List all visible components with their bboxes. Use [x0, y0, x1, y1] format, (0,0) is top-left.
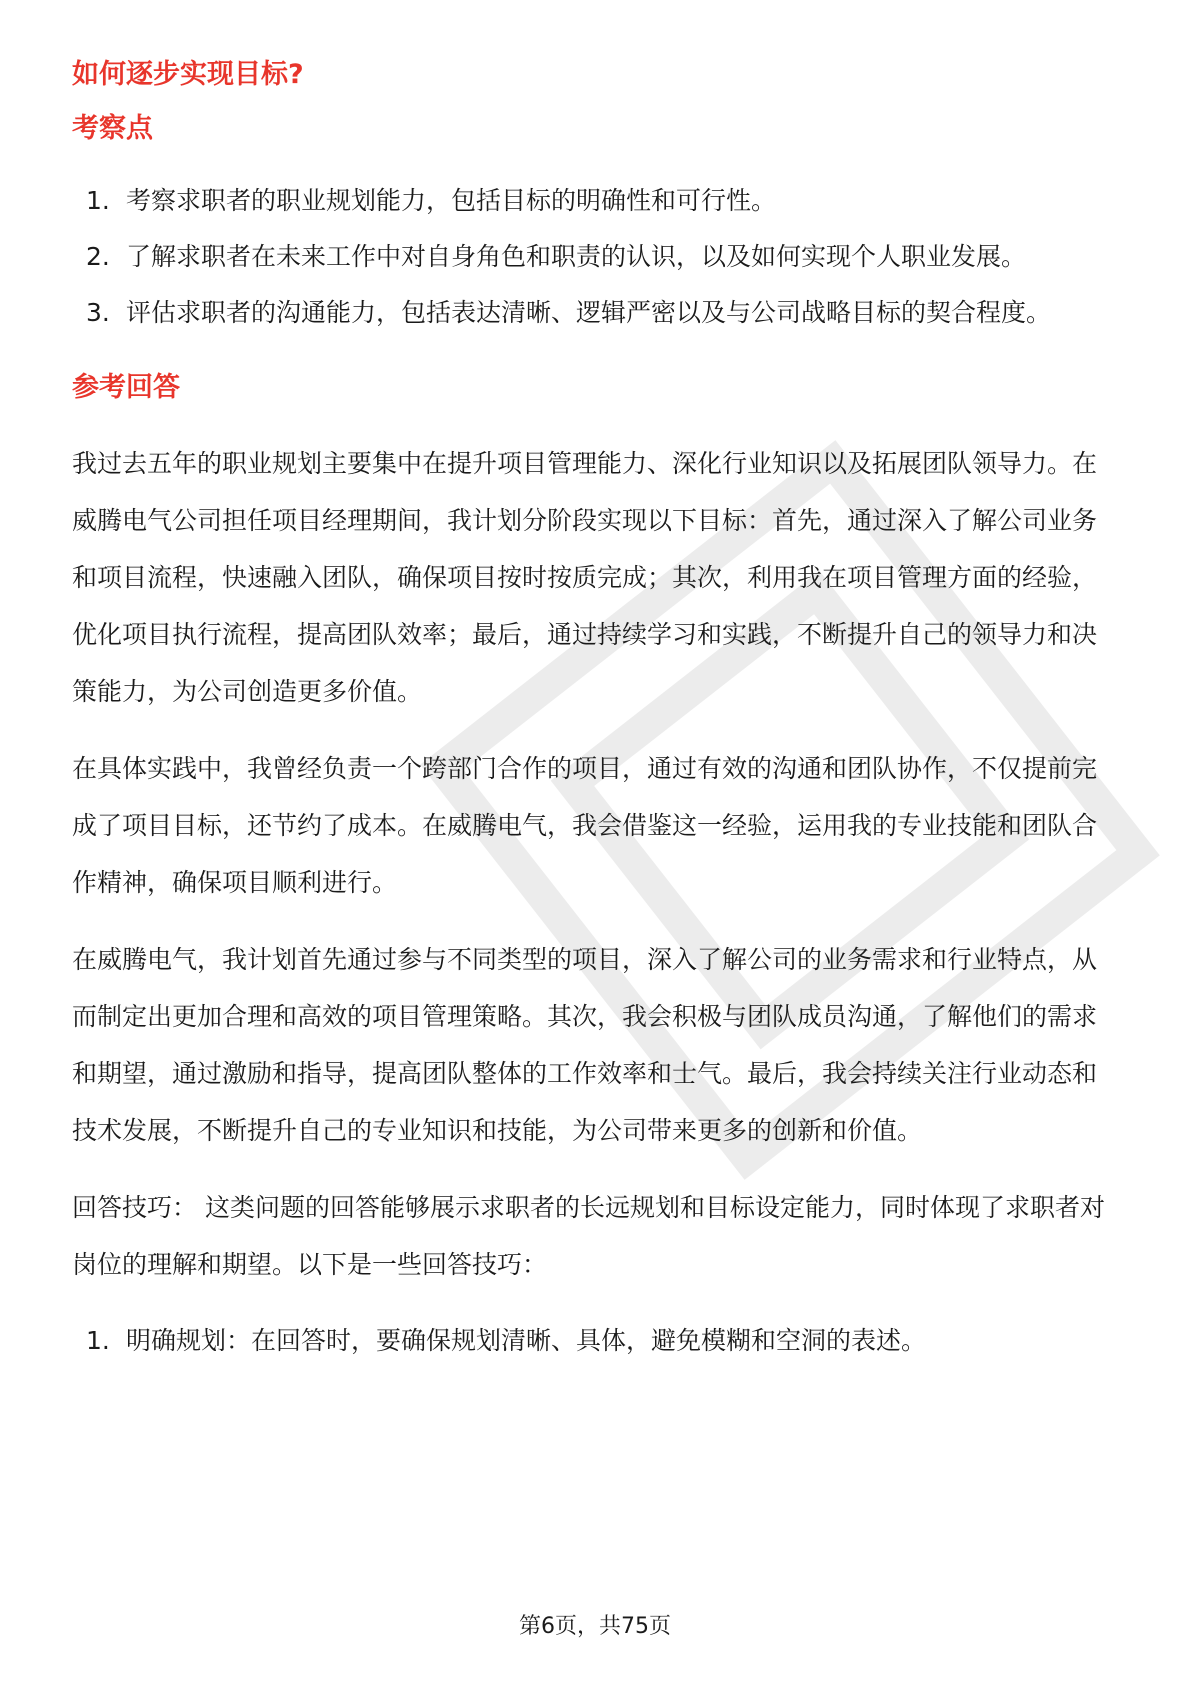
section-heading-reference-answer: 参考回答 [72, 372, 180, 403]
answer-paragraph: 在威腾电气，我计划首先通过参与不同类型的项目，深入了解公司的业务需求和行业特点，从而制定出更加合理和高效的项目管理策略。其次，我会积极与团队成员沟通，了解他们的需求和期望，通过激励和指导，提高团队整体的工作效率和士气。最后，我会持续关注行业动态和技术发展，不断提升自己的专业知识和技能，为公司带来更多的创新和价值。 [72, 945, 1098, 1145]
list-text: 评估求职者的沟通能力，包括表达清晰、逻辑严密以及与公司战略目标的契合程度。 [126, 298, 1052, 327]
section-heading-examination: 考察点 [72, 113, 153, 144]
answer-tips-intro: 回答技巧： 这类问题的回答能够展示求职者的长远规划和目标设定能力，同时体现了求职者对岗位的理解和期望。以下是一些回答技巧： [72, 1193, 1105, 1279]
answer-paragraph: 我过去五年的职业规划主要集中在提升项目管理能力、深化行业知识以及拓展团队领导力。在威腾电气公司担任项目经理期间，我计划分阶段实现以下目标：首先，通过深入了解公司业务和项目流程，快速融入团队，确保项目按时按质完成；其次，利用我在项目管理方面的经验，优化项目执行流程，提高团队效率；最后，通过持续学习和实践，不断提升自己的领导力和决策能力，为公司创造更多价值。 [72, 449, 1098, 706]
list-number: 3. [86, 298, 110, 327]
list-number: 1. [86, 186, 110, 215]
answer-paragraph: 在具体实践中，我曾经负责一个跨部门合作的项目，通过有效的沟通和团队协作，不仅提前完成了项目目标，还节约了成本。在威腾电气，我会借鉴这一经验，运用我的专业技能和团队合作精神，确保项目顺利进行。 [72, 754, 1098, 897]
examination-list [72, 173, 1118, 341]
list-text: 明确规划：在回答时，要确保规划清晰、具体，避免模糊和空洞的表述。 [126, 1326, 927, 1355]
list-number: 2. [86, 242, 110, 271]
list-item [72, 1313, 1118, 1369]
document-content [72, 56, 1118, 1369]
list-item [72, 285, 1118, 341]
page-footer: 第6页，共75页 [519, 1614, 671, 1639]
list-item [72, 229, 1118, 285]
list-item [72, 173, 1118, 229]
list-text: 考察求职者的职业规划能力，包括目标的明确性和可行性。 [126, 186, 777, 215]
question-title: 如何逐步实现目标? [72, 59, 304, 90]
list-number: 1. [86, 1326, 110, 1355]
tips-list [72, 1313, 1118, 1369]
list-text: 了解求职者在未来工作中对自身角色和职责的认识，以及如何实现个人职业发展。 [126, 242, 1027, 271]
